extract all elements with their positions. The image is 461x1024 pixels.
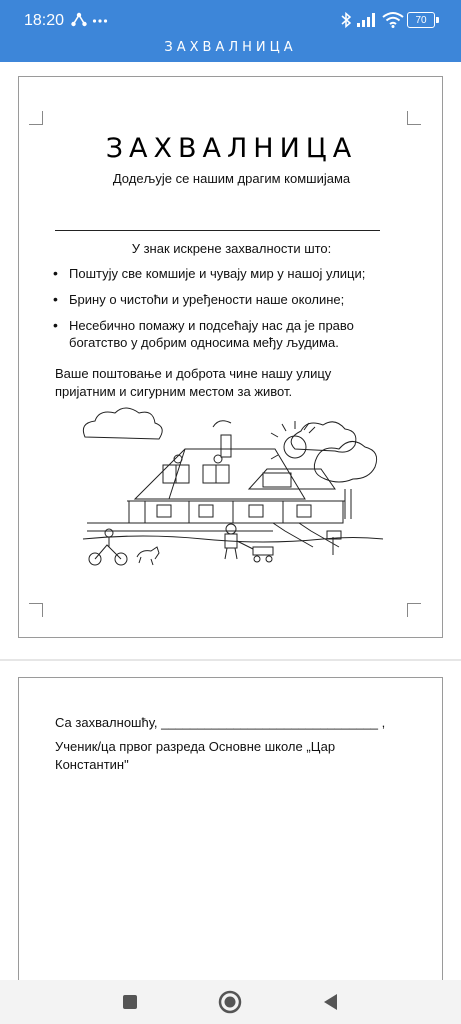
document-viewer[interactable]: [0, 62, 461, 980]
battery-tip: [436, 17, 439, 23]
status-bar: [0, 0, 461, 38]
thanks-line: Са захвалношћу, ______________________________ ,: [55, 715, 386, 730]
page-separator: [0, 659, 461, 661]
house-illustration: [73, 407, 391, 577]
battery-icon: [407, 12, 435, 28]
crop-mark: [29, 603, 43, 617]
page-2: [18, 677, 443, 987]
list-item: • Брину о чистоћи и уређености наше околине;: [69, 291, 399, 308]
document-title: ЗАХВАЛНИЦА: [164, 40, 297, 55]
back-icon[interactable]: [316, 988, 344, 1016]
navigation-bar: [0, 980, 461, 1024]
bluetooth-icon: [340, 11, 352, 29]
more-dots-icon: [92, 11, 108, 29]
reasons-list: [69, 265, 399, 360]
app-bar: [0, 0, 461, 62]
intro-text: У знак искрене захвалности што:: [131, 241, 332, 256]
recent-apps-icon[interactable]: [116, 988, 144, 1016]
crop-mark: [407, 111, 421, 125]
certificate-subtitle: Додељује се нашим драгим комшијама: [112, 171, 351, 186]
wifi-icon: [382, 11, 404, 29]
home-icon[interactable]: [216, 988, 244, 1016]
crop-mark: [29, 111, 43, 125]
recipient-name-line: [55, 230, 380, 231]
mesh-network-icon: [70, 11, 88, 29]
closing-text: Ваше поштовање и доброта чине нашу улицу пријатним и сигурним местом за живот.: [55, 366, 332, 399]
page-1: [18, 76, 443, 638]
certificate-heading: ЗАХВАЛНИЦА: [105, 133, 358, 164]
battery-level: 70: [415, 14, 427, 26]
status-time: 18:20: [24, 12, 65, 29]
crop-mark: [407, 603, 421, 617]
signature-text: Ученик/ца првог разреда Основне школе „Цар Константин": [55, 739, 336, 772]
signal-icon: [356, 11, 378, 29]
list-item: • Поштују све комшије и чувају мир у нашој улици;: [69, 265, 399, 282]
list-item: • Несебично помажу и подсећају нас да је право богатство у добрим односима међу људима.: [69, 317, 399, 351]
